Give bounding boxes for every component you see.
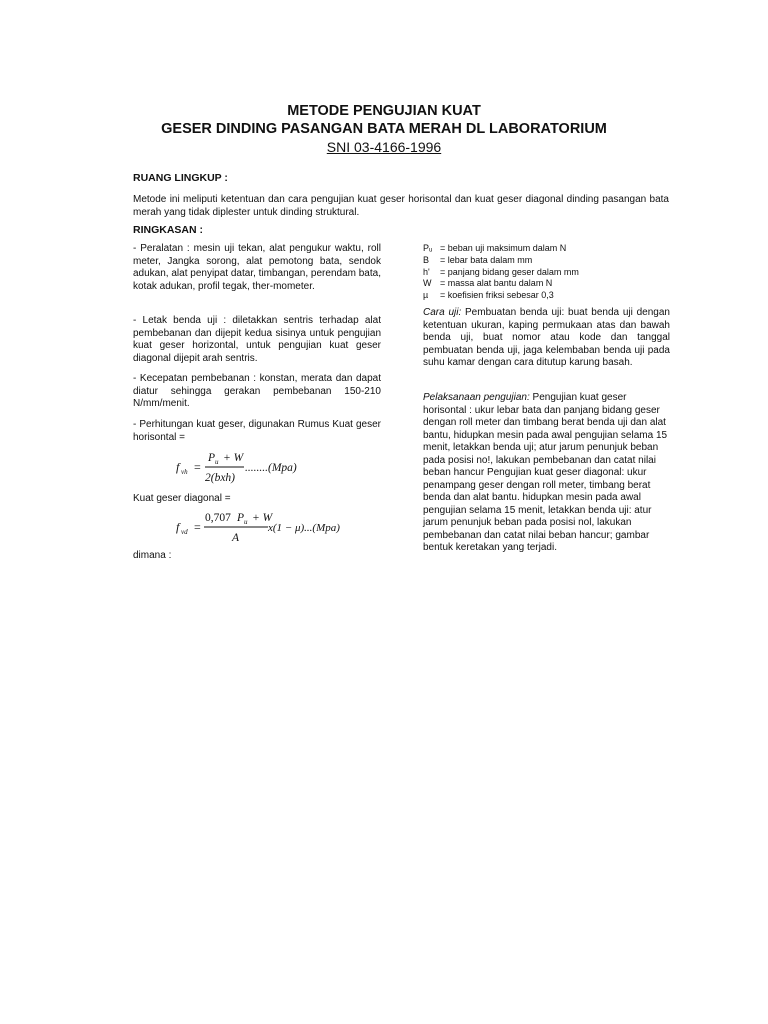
formula-d-num-rest: + W bbox=[252, 512, 273, 524]
definition-desc: = panjang bidang geser dalam mm bbox=[440, 266, 579, 277]
pelaksanaan-text: Pengujian kuat geser horisontal : ukur lebar bata dan panjang bidang geser dengan roll meter dan timbang berat benda uji dan alat bantu, hidupkan mesin pada awal pengujian selama 15 menit, letakkan benda uji; atur jarum penunjuk beban pada posisi no!, lakukan pembebanan dan catat nilai beban hancur Pengujian kuat geser diagonal: ukur penampang geser dengan roll meter, timbang berat benda dan alat bantu. hidupkan mesin pada awal pengujian selama 15 menit, letakkan benda uji: atur jarum penunjuk beban pada posisi nol, lakukan pembebanan dan catat nilai beban hancur; gambar bentuk keretakan yang terjadi. bbox=[423, 392, 668, 553]
definition-symbol: B bbox=[423, 254, 430, 265]
formula-h-tail: ........(Mpa) bbox=[245, 462, 297, 474]
letak-benda-uji-text: - Letak benda uji : diletakkan sentris terhadap alat pembebanan dan dijepit kedua sisinya untuk pengujian kuat geser horizontal, untuk pengujian kuat geser diagonal dijepit arah sentris. bbox=[133, 315, 381, 364]
formula-h-lhs-sub: vh bbox=[181, 468, 188, 476]
definitions-list bbox=[423, 243, 579, 302]
document-title-line1: METODE PENGUJIAN KUAT bbox=[287, 103, 481, 119]
formula-d-den: A bbox=[232, 532, 240, 544]
formula-h-num-rest: + W bbox=[223, 452, 244, 464]
perhitungan-text: - Perhitungan kuat geser, digunakan Rumus Kuat geser horisontal = bbox=[133, 419, 381, 443]
formula-h-num-p-sub: u bbox=[215, 458, 219, 466]
definition-item bbox=[423, 290, 579, 302]
cara-uji-paragraph bbox=[423, 307, 670, 370]
definition-desc: = massa alat bantu dalam N bbox=[440, 278, 553, 289]
cara-uji-text: Pembuatan benda uji: buat benda uji dengan ketentuan ukuran, kaping permukaan atas dan bawah benda uji, buat nomor atau kode dan tanggal pembuatan benda uji, jaga kelembaban benda uji pada suhu kamar dengan cara ditutup karung basah. bbox=[423, 307, 670, 368]
pelaksanaan-paragraph bbox=[423, 392, 670, 555]
definition-item bbox=[423, 278, 579, 290]
formula-d-num-p: P bbox=[237, 512, 245, 524]
document-title-line2: GESER DINDING PASANGAN BATA MERAH DL LABORATORIUM bbox=[161, 121, 607, 137]
definition-symbol: h' bbox=[423, 266, 430, 277]
peralatan-text: - Peralatan : mesin uji tekan, alat pengukur waktu, roll meter, Jangka sorong, alat pemotong bata, sendok adukan, alat penyipat datar, timbangan, perendam bata, kotak adukan, profil tegak, ther-mometer. bbox=[133, 243, 381, 292]
formula-d-lhs: f bbox=[176, 520, 180, 534]
ruang-lingkup-heading: RUANG LINGKUP : bbox=[133, 172, 228, 184]
formula-horizontal-shear bbox=[172, 448, 332, 488]
definition-desc: = beban uji maksimum dalam N bbox=[440, 243, 567, 253]
formula-d-tail: x(1 − μ)...(Mpa) bbox=[268, 522, 340, 534]
formula-d-num-p-sub: u bbox=[244, 518, 248, 526]
definition-item bbox=[423, 255, 579, 267]
definition-desc: = koefisien friksi sebesar 0,3 bbox=[440, 290, 554, 301]
cara-uji-label: Cara uji: bbox=[423, 307, 462, 318]
ringkasan-heading: RINGKASAN : bbox=[133, 224, 203, 236]
formula-h-num-p: P bbox=[208, 452, 216, 464]
dimana-label: dimana : bbox=[133, 550, 172, 561]
formula-h-den: 2(bxh) bbox=[205, 472, 236, 484]
standard-number: SNI 03-4166-1996 bbox=[326, 139, 442, 155]
formula-diagonal-shear bbox=[172, 507, 362, 549]
definition-item bbox=[423, 243, 579, 255]
ruang-lingkup-text: Metode ini meliputi ketentuan dan cara pengujian kuat geser horisontal dan kuat geser diagonal dinding pasangan bata merah yang tidak diplester untuk dinding struktural. bbox=[133, 194, 669, 218]
definition-symbol: Pᵤ bbox=[423, 243, 433, 253]
kuat-geser-diagonal-label: Kuat geser diagonal = bbox=[133, 493, 231, 504]
formula-h-lhs: f bbox=[176, 460, 180, 474]
formula-d-equals: = bbox=[194, 520, 201, 534]
formula-h-equals: = bbox=[194, 460, 201, 474]
formula-d-lhs-sub: vd bbox=[181, 528, 188, 536]
definition-symbol: W bbox=[423, 278, 432, 289]
formula-d-num-coef: 0,707 bbox=[205, 512, 231, 524]
definition-symbol: µ bbox=[423, 290, 429, 301]
definition-item bbox=[423, 267, 579, 279]
kecepatan-pembebanan-text: - Kecepatan pembebanan : konstan, merata dan dapat diatur sehingga gerakan pembebanan 150-210 N/mm/menit. bbox=[133, 373, 381, 409]
definition-desc: = lebar bata dalam mm bbox=[440, 254, 533, 265]
pelaksanaan-label: Pelaksanaan pengujian: bbox=[423, 392, 530, 403]
